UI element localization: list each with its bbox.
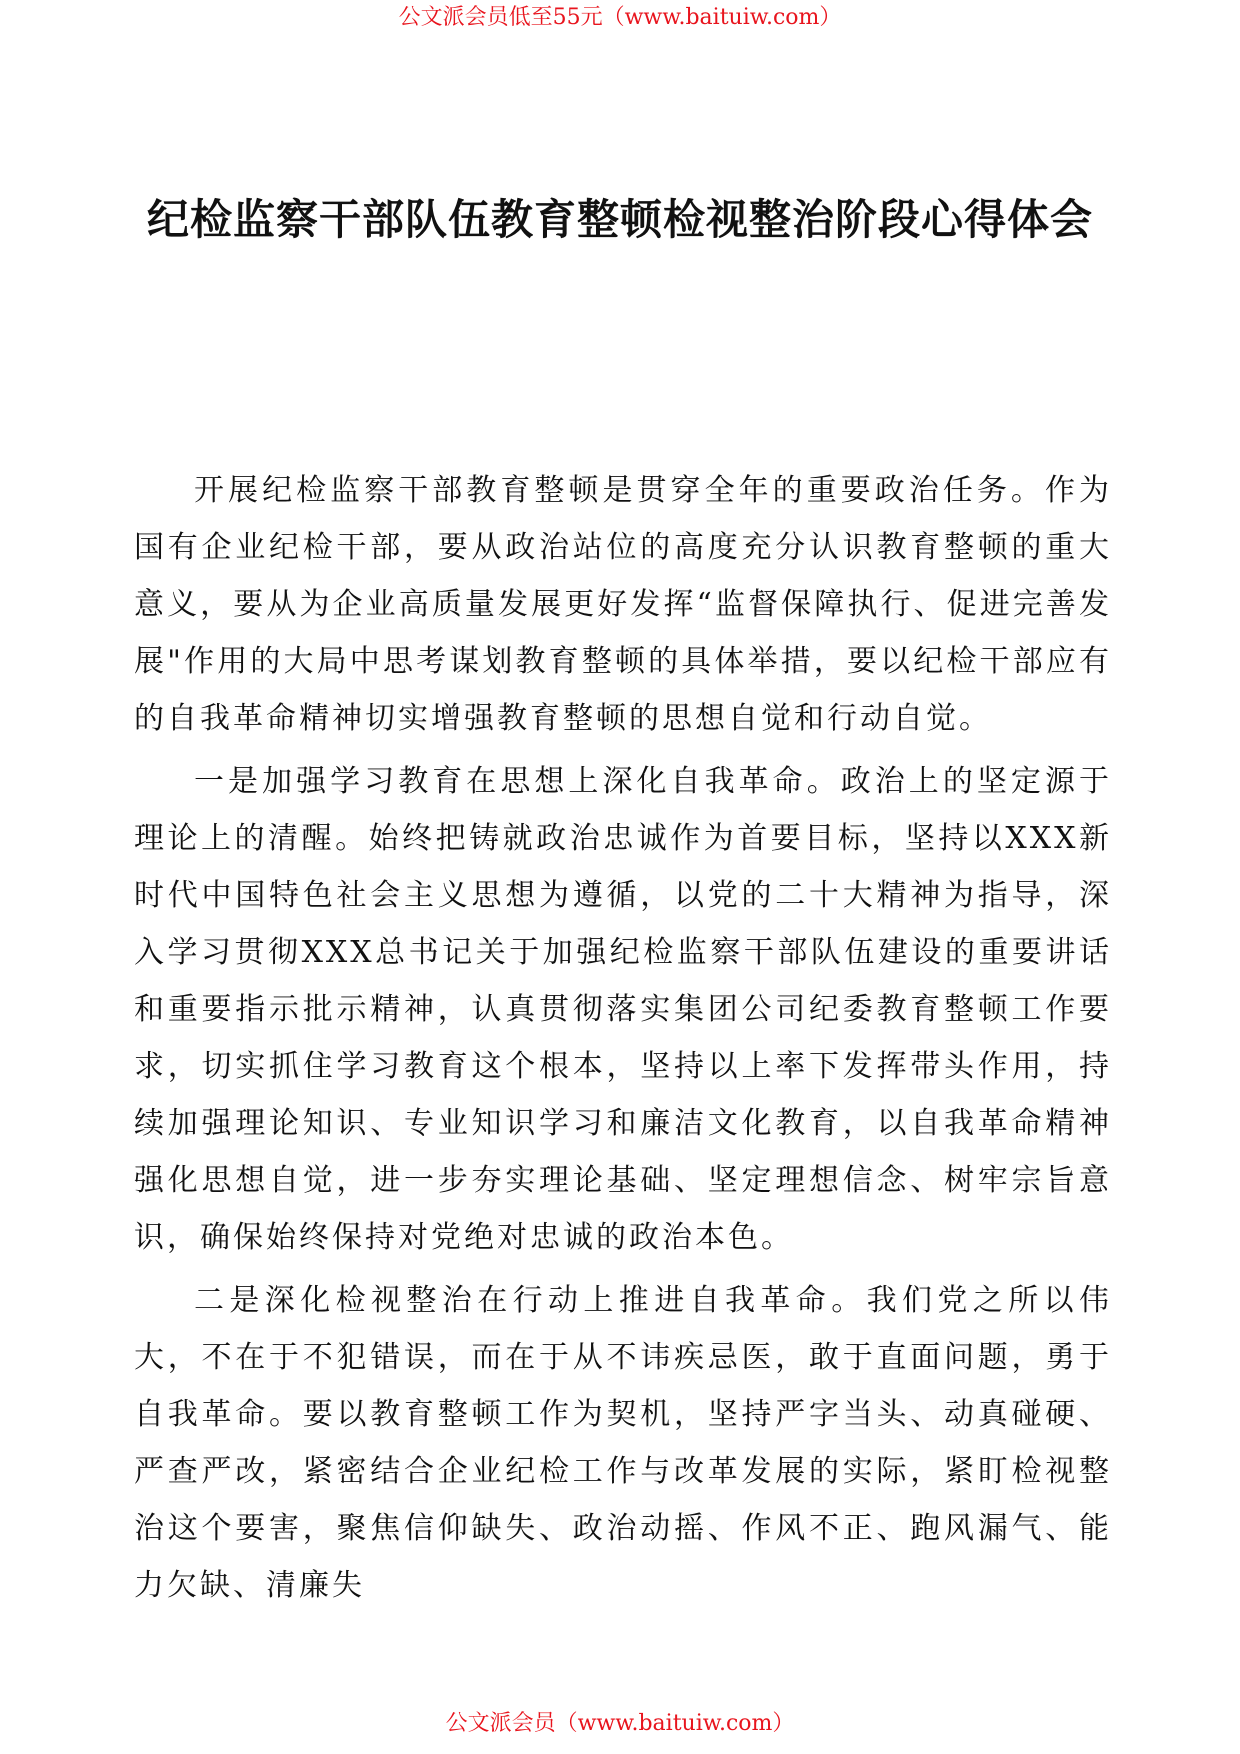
header-watermark-banner: 公文派会员低至55元（www.baituiw.com） [398, 5, 842, 30]
paragraph-study-education: 一是加强学习教育在思想上深化自我革命。政治上的坚定源于理论上的清醒。始终把铸就政治忠诚作为首要目标，坚持以XXX新时代中国特色社会主义思想为遵循，以党的二十大精神为指导，深入学习贯彻XXX总书记关于加强纪检监察干部队伍建设的重要讲话和重要指示批示精神，认真贯彻落实集团公司纪委教育整顿工作要求，切实抓住学习教育这个根本，坚持以上率下发挥带头作用，持续加强理论知识、专业知识学习和廉洁文化教育，以自我革命精神强化思想自觉，进一步夯实理论基础、坚定理想信念、树牢宗旨意识，确保始终保持对党绝对忠诚的政治本色。 [134, 764, 1112, 1255]
document-body [134, 462, 1112, 1620]
paragraph-inspection-rectification: 二是深化检视整治在行动上推进自我革命。我们党之所以伟大，不在于不犯错误，而在于从不讳疾忌医，敢于直面问题，勇于自我革命。要以教育整顿工作为契机，坚持严字当头、动真碰硬、严查严改，紧密结合企业纪检工作与改革发展的实际，紧盯检视整治这个要害，聚焦信仰缺失、政治动摇、作风不正、跑风漏气、能力欠缺、清廉失 [134, 1283, 1112, 1603]
footer-watermark-banner: 公文派会员（www.baituiw.com） [445, 1711, 795, 1736]
intro-paragraph: 开展纪检监察干部教育整顿是贯穿全年的重要政治任务。作为国有企业纪检干部，要从政治站位的高度充分认识教育整顿的重大意义，要从为企业高质量发展更好发挥“监督保障执行、促进完善发展"作用的大局中思考谋划教育整顿的具体举措，要以纪检干部应有的自我革命精神切实增强教育整顿的思想自觉和行动自觉。 [134, 473, 1112, 736]
document-title: 纪检监察干部队伍教育整顿检视整治阶段心得体会 [146, 195, 1093, 244]
